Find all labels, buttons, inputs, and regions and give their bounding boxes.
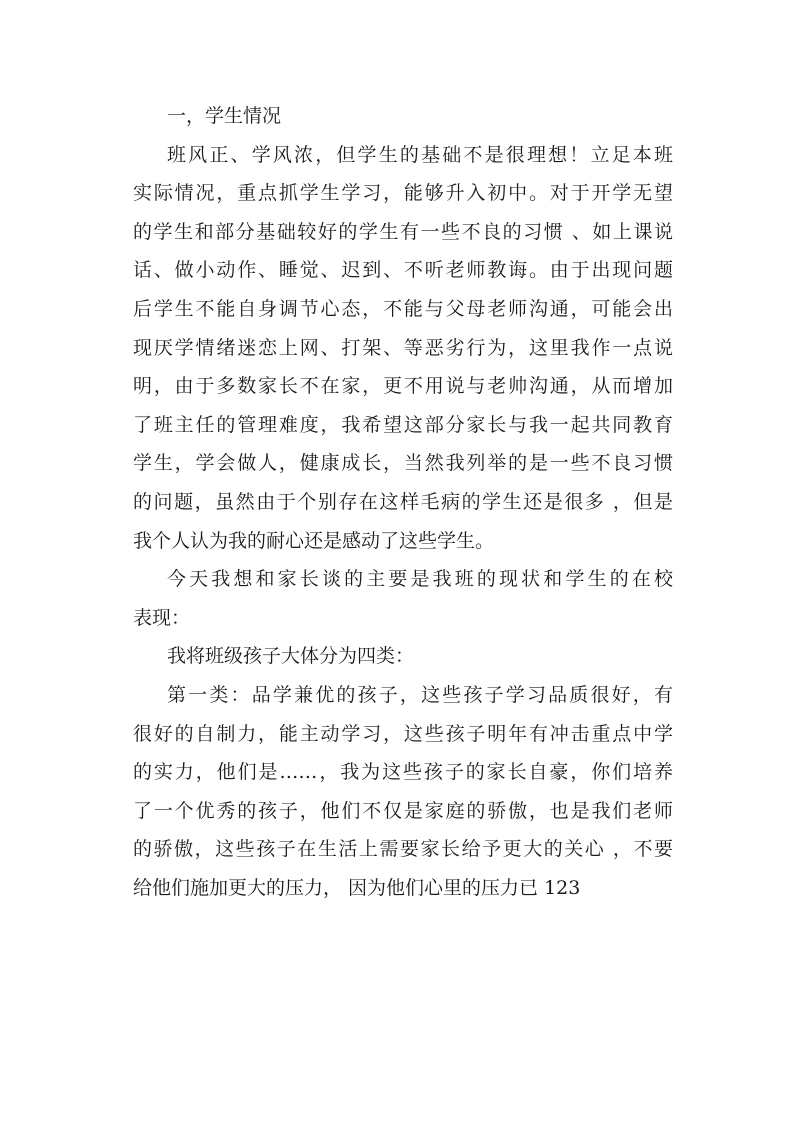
paragraph-line: 很好的自制力，能主动学习，这些孩子明年有冲击重点中学 <box>133 722 673 745</box>
paragraph-line: 第一类：品学兼优的孩子，这些孩子学习品质很好，有 <box>167 683 673 706</box>
section-heading: 一，学生情况 <box>167 105 282 127</box>
paragraph-line: 班风正、学风浓，但学生的基础不是很理想！立足本班 <box>167 143 673 166</box>
paragraph-line: 我个人认为我的耐心还是感动了这些学生。 <box>133 529 495 552</box>
paragraph-line: 给他们施加更大的压力， 因为他们心里的压力已 123 <box>133 876 581 899</box>
paragraph-line: 的实力，他们是……，我为这些孩子的家长自豪，你们培养 <box>133 761 673 784</box>
paragraph-line: 后学生不能自身调节心态，不能与父母老师沟通，可能会出 <box>133 297 673 320</box>
paragraph-line: 明，由于多数家长不在家，更不用说与老帅沟通，从而增加 <box>133 375 673 398</box>
paragraph-line: 表现： <box>133 606 191 629</box>
paragraph-line: 实际情况，重点抓学生学习，能够升入初中。对于开学无望 <box>133 182 673 205</box>
paragraph-line: 今天我想和家长谈的主要是我班的现状和学生的在校 <box>167 568 673 591</box>
paragraph-line: 的学生和部分基础较好的学生有一些不良的习惯 、如上课说 <box>133 220 673 243</box>
paragraph-line: 的问题，虽然由于个别存在这样毛病的学生还是很多 ，但是 <box>133 490 673 513</box>
paragraph-line: 的骄傲，这些孩子在生活上需要家长给予更大的关心 ，不要 <box>133 838 673 861</box>
paragraph-line: 学生，学会做人，健康成长，当然我列举的是一些不良习惯 <box>133 452 673 475</box>
paragraph-line: 现厌学情绪迷恋上网、打架、等恶劣行为，这里我作一点说 <box>133 336 673 359</box>
paragraph-line: 了班主任的管理难度，我希望这部分家长与我一起共同教育 <box>133 413 673 436</box>
document-body <box>133 97 673 907</box>
paragraph-line: 话、做小动作、睡觉、迟到、不听老师教诲。由于出现问题 <box>133 259 673 282</box>
paragraph-line: 我将班级孩子大体分为四类： <box>167 645 415 668</box>
paragraph-line: 了一个优秀的孩子，他们不仅是家庭的骄傲，也是我们老师 <box>133 799 673 822</box>
